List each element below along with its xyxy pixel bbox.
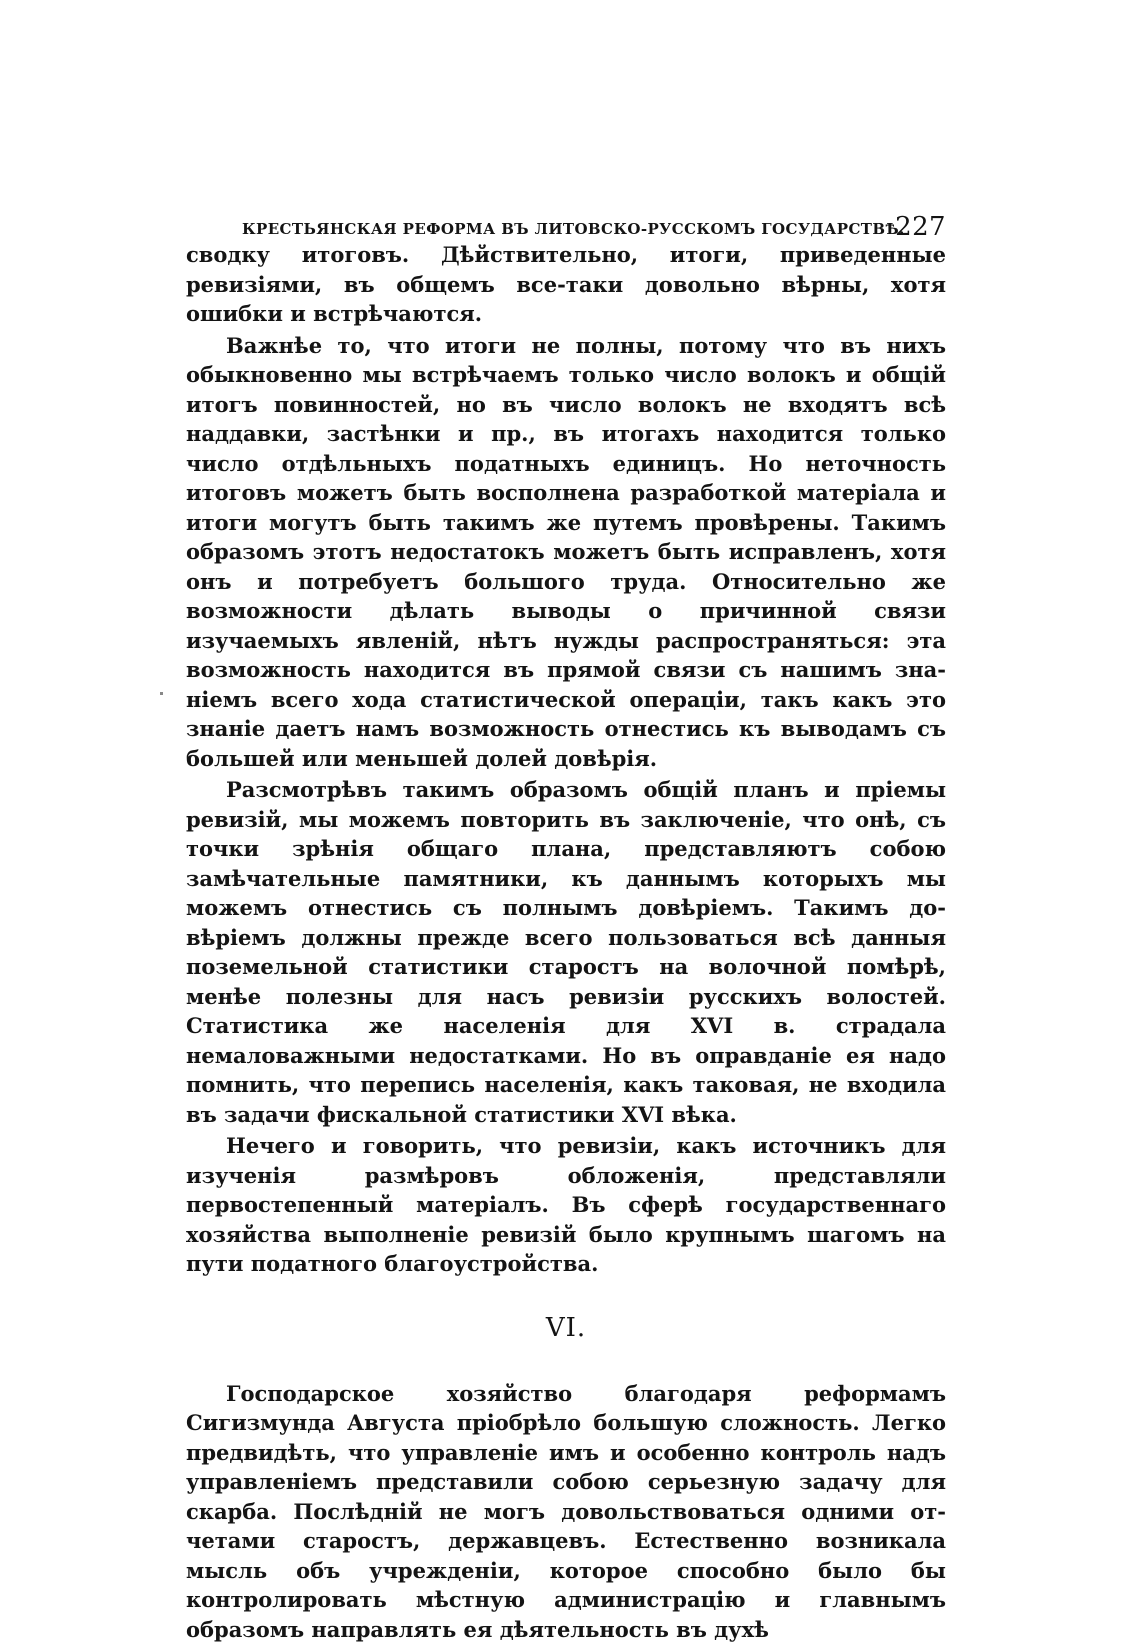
running-head <box>186 206 946 240</box>
paragraph-continuation: сводку итоговъ. Дѣйствительно, итоги, приведенные ревизіями, въ общемъ все-таки довольно вѣрны, хотя ошибки и встрѣчаются. <box>186 242 946 326</box>
paragraph: Важнѣе то, что итоги не полны, потому что въ нихъ обыкновенно мы встрѣчаемъ только число волокъ и общій итогъ повинностей, но въ число волокъ не входятъ всѣ наддавки, застѣнки и пр., въ итогахъ находится только число отдѣльныхъ податныхъ единицъ. Но неточность итоговъ можетъ быть восполнена разработкой матеріала и итоги могутъ быть такимъ же путемъ провѣрены. Такимъ образомъ этотъ недостатокъ можетъ быть исправленъ, хотя онъ и потребуетъ большого труда. Относительно же возможности дѣлать выводы о причинной связи изучаемыхъ явленій, нѣтъ нужды распространяться: эта возможность находится въ прямой связи съ нашимъ знаніемъ всего хода статистической операціи, такъ какъ это знаніе даетъ намъ возможность отнестись къ выводамъ съ большей или меньшей долей довѣрія. <box>186 332 946 771</box>
book-page <box>186 206 946 1644</box>
paragraph: Нечего и говорить, что ревизіи, какъ источникъ для изученія размѣровъ обложенія, представляли первостепенный матеріалъ. Въ сферѣ государственнаго хозяйства выполненіе ревизій было крупнымъ шагомъ на пути податного благоустройства. <box>186 1133 946 1276</box>
stray-ink-mark <box>160 692 163 695</box>
section-heading: VI. <box>545 1312 587 1343</box>
running-head-title: КРЕСТЬЯНСКАЯ РЕФОРМА ВЪ ЛИТОВСКО-РУССКОМЪ ГОСУДАРСТВѢ. <box>242 220 905 238</box>
section-paragraph: Господарское хозяйство благодаря реформамъ Сигизмунда Августа пріобрѣло большую сложность. Легко предвидѣть, что управленіе имъ и особенно контроль надъ управленіемъ представили собою серьезную задачу для скарба. Послѣдній не могъ довольствоваться одними отчетами старостъ, державцевъ. Естественно возникала мысль объ учрежденіи, которое способно было бы контролировать мѣстную администрацію и главнымъ образомъ направлять ея дѣятельность въ духѣ <box>186 1380 946 1642</box>
page-number: 227 <box>895 212 946 242</box>
paragraph: Разсмотрѣвъ такимъ образомъ общій планъ и пріемы ревизій, мы можемъ повторить въ заключеніе, что онѣ, съ точки зрѣнія общаго плана, представляютъ собою замѣчательные памятники, къ даннымъ которыхъ мы можемъ отнестись съ полнымъ довѣріемъ. Такимъ довѣріемъ должны прежде всего пользоваться всѣ данныя поземельной статистики старостъ на волочной помѣрѣ, менѣе полезны для насъ ревизіи русскихъ волостей. Статистика же населенія для XVI в. страдала немаловажными недостатками. Но въ оправданіе ея надо помнить, что перепись населенія, какъ таковая, не входила въ задачи фискальной статистики XVI вѣка. <box>186 777 946 1127</box>
